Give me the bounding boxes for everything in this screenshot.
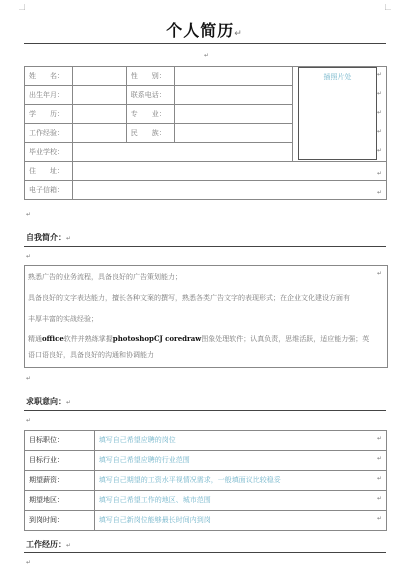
cell-mark-icon: ↵ (377, 71, 383, 78)
photo-placeholder: 插照片处 (323, 73, 352, 81)
intro-line-2: 具备良好的文字表达能力，擅长各种文案的撰写，熟悉各类广告文字的表现形式；在企业文化建设方面有 (28, 294, 350, 302)
label-ethnicity: 民 族： (126, 124, 174, 143)
work-rule (24, 552, 386, 553)
photo-box[interactable] (298, 67, 377, 160)
label-education: 学 历： (25, 105, 73, 124)
table-row (25, 451, 387, 471)
intro-line-4: 精通office软件并熟练掌握photoshopCJ coredraw图象处理软件；认真负责，思维活跃，适应能力强；英 (28, 334, 370, 343)
cell-mark-icon: ↵ (377, 515, 383, 522)
job-label: 目标职位： (25, 431, 95, 451)
value-experience[interactable] (72, 124, 126, 143)
value-address[interactable] (72, 162, 386, 181)
paragraph-mark-icon: ↵ (26, 375, 32, 382)
value-phone[interactable] (174, 86, 293, 105)
job-value[interactable]: 填写自己希望应聘的行业范围 (94, 451, 386, 471)
value-education[interactable] (72, 105, 126, 124)
paragraph-mark-icon: ↵ (26, 417, 32, 424)
job-label: 期望地区： (25, 491, 95, 511)
job-label: 目标行业： (25, 451, 95, 471)
value-gender[interactable] (174, 67, 293, 86)
paragraph-mark-icon: ↵ (26, 211, 32, 218)
value-major[interactable] (174, 105, 293, 124)
job-value[interactable]: 填写自己希望工作的地区、城市范围 (94, 491, 386, 511)
cell-mark-icon: ↵ (377, 270, 383, 277)
value-email[interactable] (72, 181, 386, 200)
paragraph-mark-icon: ↵ (26, 559, 32, 566)
cell-mark-icon: ↵ (377, 475, 383, 482)
job-heading: 求职意向：↵ (26, 397, 72, 406)
label-birth: 出生年月： (25, 86, 73, 105)
cell-mark-icon: ↵ (377, 455, 383, 462)
cell-mark-icon: ↵ (377, 170, 383, 177)
crop-mark-icon (385, 4, 391, 10)
intro-rule (24, 246, 386, 247)
label-phone: 联系电话： (126, 86, 174, 105)
value-name[interactable] (72, 67, 126, 86)
value-school[interactable] (72, 143, 292, 162)
job-value[interactable]: 填写自己期望的工资水平视情况需求，一般填面议比较稳妥 (94, 471, 386, 491)
label-gender: 性 别： (126, 67, 174, 86)
page-title: 个人简历↵ (166, 21, 243, 40)
job-label: 期望薪资： (25, 471, 95, 491)
job-table (24, 430, 387, 531)
table-row (25, 511, 387, 531)
cell-mark-icon: ↵ (377, 147, 383, 154)
cell-mark-icon: ↵ (377, 495, 383, 502)
job-label: 到岗时间： (25, 511, 95, 531)
cell-mark-icon: ↵ (377, 109, 383, 116)
paragraph-mark-icon: ↵ (204, 52, 210, 59)
title-rule (24, 43, 386, 44)
label-major: 专 业： (126, 105, 174, 124)
intro-line-3: 丰厚丰富的实战经验； (28, 315, 98, 323)
intro-line-5: 语口语良好，具备良好的沟通和协调能力 (28, 351, 154, 359)
label-address: 住 址： (25, 162, 73, 181)
label-email: 电子信箱： (25, 181, 73, 200)
value-birth[interactable] (72, 86, 126, 105)
table-row (25, 491, 387, 511)
crop-mark-icon (19, 4, 25, 10)
table-row (25, 471, 387, 491)
work-heading: 工作经历：↵ (26, 540, 72, 549)
job-value[interactable]: 填写自己希望应聘的岗位 (94, 431, 386, 451)
label-school: 毕业学校： (25, 143, 73, 162)
label-name: 姓 名： (25, 67, 73, 86)
table-row (25, 431, 387, 451)
intro-heading: 自我简介：↵ (26, 233, 72, 242)
job-rule (24, 410, 386, 411)
value-ethnicity[interactable] (174, 124, 293, 143)
job-value[interactable]: 填写自己新岗位能够最长时间内到岗 (94, 511, 386, 531)
intro-line-1: 熟悉广告的业务流程，具备良好的广告策划能力； (28, 273, 182, 281)
cell-mark-icon: ↵ (377, 189, 383, 196)
label-experience: 工作经验： (25, 124, 73, 143)
cell-mark-icon: ↵ (377, 435, 383, 442)
cell-mark-icon: ↵ (377, 90, 383, 97)
cell-mark-icon: ↵ (377, 128, 383, 135)
paragraph-mark-icon: ↵ (26, 253, 32, 260)
